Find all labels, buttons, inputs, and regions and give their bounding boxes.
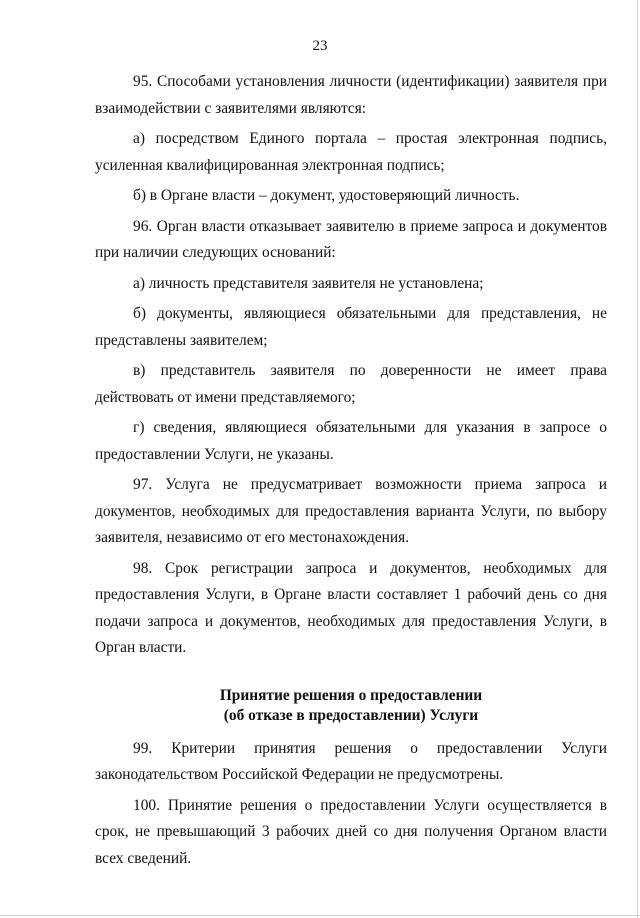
paragraph-96-a: а) личность представителя заявителя не установлена; — [133, 274, 484, 292]
page-edge-bottom — [0, 915, 640, 916]
paragraph-95: 95. Способами установления личности (идентификации) заявителя при взаимодействии с заявителями являются: — [95, 73, 607, 117]
paragraph-99: 99. Критерии принятия решения о предоставлении Услуги законодательством Российской Федерации не предусмотрены. — [95, 739, 607, 783]
paragraph-96: 96. Орган власти отказывает заявителю в приеме запроса и документов при наличии следующих оснований: — [95, 217, 607, 261]
paragraph-97: 97. Услуга не предусматривает возможности приема запроса и документов, необходимых для предоставления варианта Услуги, по выбору заявителя, независимо от его местонахождения. — [95, 476, 607, 546]
page-number: 23 — [312, 38, 328, 54]
paragraph-98: 98. Срок регистрации запроса и документов, необходимых для предоставления Услуги, в Органе власти составляет 1 рабочий день со дня подачи запроса и документов, необходимых для предоставления Услуги, в Орган власти. — [95, 559, 607, 656]
document-body — [95, 69, 607, 876]
page-edge-right — [637, 0, 638, 918]
paragraph-96-g: г) сведения, являющиеся обязательными для указания в запросе о предоставлении Услуги, не указаны. — [95, 419, 607, 463]
section-heading — [95, 686, 607, 726]
paragraph-96-b: б) документы, являющиеся обязательными для представления, не представлены заявителем; — [95, 305, 607, 349]
paragraph-96-v: в) представитель заявителя по доверенности не имеет права действовать от имени представляемого; — [95, 362, 607, 406]
paragraph-100: 100. Принятие решения о предоставлении Услуги осуществляется в срок, не превышающий 3 рабочих дней со дня получения Органом власти всех сведений. — [95, 796, 607, 867]
section-heading-line-1: Принятие решения о предоставлении — [219, 686, 483, 704]
paragraph-95-b: б) в Органе власти – документ, удостоверяющий личность. — [133, 187, 520, 204]
paragraph-95-a: а) посредством Единого портала – простая электронная подпись, усиленная квалифицированная электронная подпись; — [95, 130, 607, 174]
section-heading-line-2: (об отказе в предоставлении) Услуги — [223, 706, 479, 724]
